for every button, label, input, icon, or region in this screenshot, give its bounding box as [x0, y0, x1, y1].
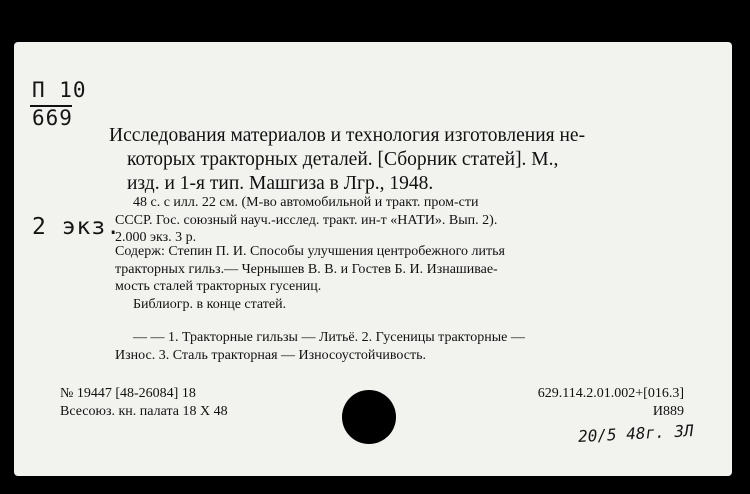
subject-headings [115, 329, 680, 364]
catalog-card [14, 42, 732, 476]
card-title [109, 124, 679, 196]
corner-handwritten-note: 20/5 48г. 3Л [577, 420, 695, 447]
contents-line: тракторных гильз.— Чернышев В. В. и Гостев Б. И. Изнашивае- [115, 261, 498, 277]
registration-info [60, 385, 228, 421]
title-line: изд. и 1-я тип. Машгиза в Лгр., 1948. [127, 173, 434, 194]
copies-note: 2 экз. [32, 214, 122, 240]
subject-line: — — 1. Тракторные гильзы — Литьё. 2. Гусеницы тракторные — [133, 330, 525, 345]
classification-info [538, 385, 684, 421]
contents-line: Содерж: Степин П. И. Способы улучшения центробежного литья [115, 244, 505, 259]
subject-line: Износ. 3. Сталь тракторная — Износоустойчивость. [115, 347, 426, 363]
author-mark: И889 [652, 404, 684, 419]
contents-line: мость сталей тракторных гусениц. [115, 279, 322, 294]
title-line: Исследования материалов и технология изготовления не- [109, 125, 586, 146]
shelf-mark-top: П 10 [32, 78, 87, 102]
physical-line: 48 с. с илл. 22 см. (М-во автомобильной и тракт. пром-сти [133, 195, 479, 210]
contents-note [115, 243, 680, 296]
shelf-mark-bottom: 669 [32, 106, 73, 130]
physical-line: 2.000 экз. 3 р. [115, 230, 197, 245]
physical-line: СССР. Гос. союзный науч.-исслед. тракт. ин-т «НАТИ». Вып. 2). [115, 212, 498, 228]
bibliography-note: Библиогр. в конце статей. [133, 297, 287, 312]
udc-code: 629.114.2.01.002+[016.3] [537, 386, 684, 401]
registration-number: № 19447 [48-26084] 18 [60, 386, 196, 401]
chamber-date: Всесоюз. кн. палата 18 Х 48 [60, 404, 228, 419]
physical-description [115, 194, 680, 247]
title-line: которых тракторных деталей. [Сборник статей]. М., [127, 149, 559, 170]
punch-hole [342, 390, 396, 444]
